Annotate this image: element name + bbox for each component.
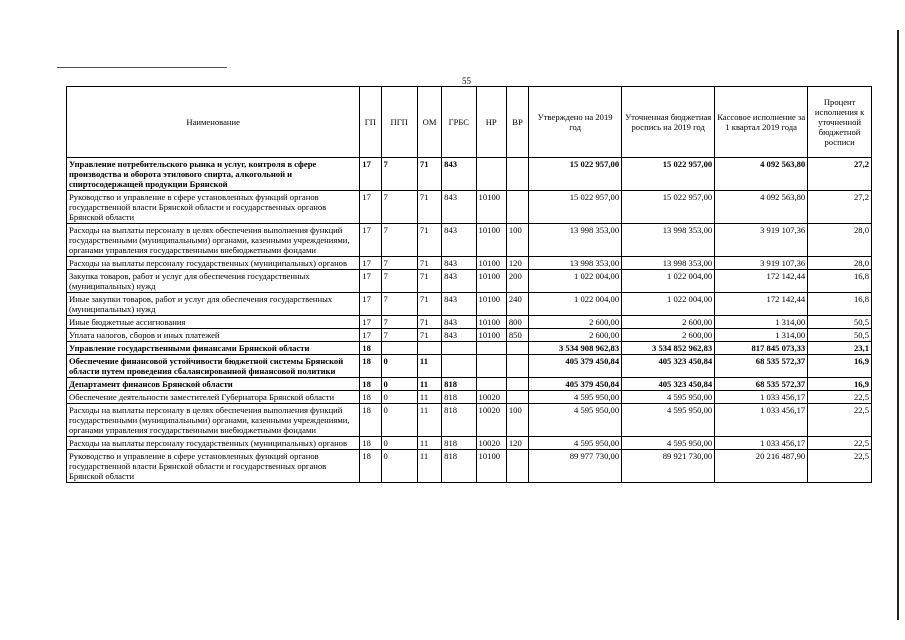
header-approved: Утверждено на 2019 год bbox=[529, 87, 622, 158]
cell-cash: 3 919 107,36 bbox=[715, 224, 808, 257]
cell-cash: 4 092 563,80 bbox=[715, 158, 808, 191]
header-pgp: ПГП bbox=[381, 87, 417, 158]
cell-grbs: 818 bbox=[442, 378, 476, 391]
cell-pgp: 7 bbox=[381, 329, 417, 342]
cell-cash: 1 033 456,17 bbox=[715, 437, 808, 450]
cell-pgp: 0 bbox=[381, 450, 417, 483]
cell-vr bbox=[506, 342, 528, 355]
cell-vr bbox=[506, 391, 528, 404]
cell-nr: 10100 bbox=[476, 293, 506, 316]
cell-name: Расходы на выплаты персоналу государственных (муниципальных) органов bbox=[67, 257, 360, 270]
cell-grbs: 843 bbox=[442, 224, 476, 257]
cell-om: 71 bbox=[417, 293, 441, 316]
cell-pgp: 0 bbox=[381, 437, 417, 450]
cell-nr: 10100 bbox=[476, 257, 506, 270]
cell-percent: 27,2 bbox=[808, 158, 872, 191]
header-gp: ГП bbox=[360, 87, 381, 158]
cell-specified: 405 323 450,84 bbox=[622, 378, 715, 391]
table-row bbox=[67, 158, 872, 191]
cell-name: Обеспечение деятельности заместителей Губернатора Брянской области bbox=[67, 391, 360, 404]
cell-nr bbox=[476, 378, 506, 391]
cell-nr bbox=[476, 355, 506, 378]
cell-specified: 13 998 353,00 bbox=[622, 257, 715, 270]
table-row bbox=[67, 257, 872, 270]
cell-name: Расходы на выплаты персоналу государственных (муниципальных) органов bbox=[67, 437, 360, 450]
table-row bbox=[67, 391, 872, 404]
cell-percent: 50,5 bbox=[808, 329, 872, 342]
cell-name: Руководство и управление в сфере установленных функций органов государственной власти Брянской области и государственных органов Брянской области bbox=[67, 191, 360, 224]
header-om: ОМ bbox=[417, 87, 441, 158]
cell-percent: 22,5 bbox=[808, 404, 872, 437]
cell-pgp: 7 bbox=[381, 158, 417, 191]
cell-cash: 20 216 487,90 bbox=[715, 450, 808, 483]
cell-specified: 1 022 004,00 bbox=[622, 293, 715, 316]
cell-pgp bbox=[381, 342, 417, 355]
cell-om: 11 bbox=[417, 378, 441, 391]
cell-gp: 18 bbox=[360, 391, 381, 404]
cell-nr: 10100 bbox=[476, 450, 506, 483]
cell-cash: 68 535 572,37 bbox=[715, 355, 808, 378]
cell-cash: 817 845 073,33 bbox=[715, 342, 808, 355]
cell-nr: 10100 bbox=[476, 329, 506, 342]
header-grbs: ГРБС bbox=[442, 87, 476, 158]
cell-pgp: 7 bbox=[381, 191, 417, 224]
cell-percent: 23,1 bbox=[808, 342, 872, 355]
cell-name: Иные закупки товаров, работ и услуг для обеспечения государственных (муниципальных) нужд bbox=[67, 293, 360, 316]
cell-cash: 4 092 563,80 bbox=[715, 191, 808, 224]
cell-approved: 2 600,00 bbox=[529, 329, 622, 342]
cell-approved: 4 595 950,00 bbox=[529, 404, 622, 437]
table-row bbox=[67, 316, 872, 329]
cell-name: Управление государственными финансами Брянской области bbox=[67, 342, 360, 355]
cell-vr bbox=[506, 158, 528, 191]
cell-pgp: 7 bbox=[381, 293, 417, 316]
cell-vr bbox=[506, 191, 528, 224]
cell-gp: 17 bbox=[360, 316, 381, 329]
cell-om: 71 bbox=[417, 257, 441, 270]
cell-approved: 15 022 957,00 bbox=[529, 158, 622, 191]
cell-grbs: 843 bbox=[442, 329, 476, 342]
table-row bbox=[67, 191, 872, 224]
cell-approved: 13 998 353,00 bbox=[529, 224, 622, 257]
cell-cash: 3 919 107,36 bbox=[715, 257, 808, 270]
cell-vr: 120 bbox=[506, 257, 528, 270]
header-percent: Процент исполнения к уточненной бюджетной росписи bbox=[808, 87, 872, 158]
cell-name: Департамент финансов Брянской области bbox=[67, 378, 360, 391]
cell-vr: 100 bbox=[506, 404, 528, 437]
cell-gp: 17 bbox=[360, 224, 381, 257]
budget-execution-table bbox=[66, 86, 872, 483]
header-nr: НР bbox=[476, 87, 506, 158]
cell-nr bbox=[476, 342, 506, 355]
cell-vr: 100 bbox=[506, 224, 528, 257]
cell-nr: 10100 bbox=[476, 316, 506, 329]
cell-specified: 13 998 353,00 bbox=[622, 224, 715, 257]
cell-approved: 405 379 450,84 bbox=[529, 355, 622, 378]
cell-grbs: 843 bbox=[442, 191, 476, 224]
cell-grbs: 843 bbox=[442, 158, 476, 191]
cell-name: Закупка товаров, работ и услуг для обеспечения государственных (муниципальных) нужд bbox=[67, 270, 360, 293]
table-row bbox=[67, 329, 872, 342]
cell-name: Расходы на выплаты персоналу в целях обеспечения выполнения функций государственными (муниципальными) органами, казенными учреждениями, органами управления государственными внебюджетными фондами bbox=[67, 224, 360, 257]
top-rule bbox=[57, 67, 227, 68]
table-row bbox=[67, 355, 872, 378]
cell-name: Иные бюджетные ассигнования bbox=[67, 316, 360, 329]
cell-specified: 2 600,00 bbox=[622, 329, 715, 342]
table-row bbox=[67, 404, 872, 437]
cell-nr bbox=[476, 158, 506, 191]
cell-vr bbox=[506, 378, 528, 391]
cell-vr bbox=[506, 355, 528, 378]
cell-grbs: 818 bbox=[442, 391, 476, 404]
cell-vr: 240 bbox=[506, 293, 528, 316]
page-edge-line bbox=[897, 30, 899, 620]
cell-grbs: 818 bbox=[442, 437, 476, 450]
cell-gp: 17 bbox=[360, 270, 381, 293]
cell-om: 71 bbox=[417, 224, 441, 257]
cell-specified: 4 595 950,00 bbox=[622, 404, 715, 437]
table-row bbox=[67, 270, 872, 293]
cell-om: 11 bbox=[417, 391, 441, 404]
cell-pgp: 7 bbox=[381, 270, 417, 293]
cell-approved: 1 022 004,00 bbox=[529, 293, 622, 316]
cell-cash: 1 314,00 bbox=[715, 316, 808, 329]
cell-cash: 1 033 456,17 bbox=[715, 404, 808, 437]
cell-nr: 10020 bbox=[476, 437, 506, 450]
cell-gp: 18 bbox=[360, 450, 381, 483]
cell-percent: 16,9 bbox=[808, 355, 872, 378]
cell-specified: 89 921 730,00 bbox=[622, 450, 715, 483]
cell-om bbox=[417, 342, 441, 355]
cell-vr: 120 bbox=[506, 437, 528, 450]
cell-om: 11 bbox=[417, 355, 441, 378]
cell-nr: 10100 bbox=[476, 191, 506, 224]
cell-specified: 4 595 950,00 bbox=[622, 391, 715, 404]
cell-nr: 10020 bbox=[476, 404, 506, 437]
cell-nr: 10100 bbox=[476, 270, 506, 293]
cell-cash: 172 142,44 bbox=[715, 293, 808, 316]
table-row bbox=[67, 342, 872, 355]
cell-nr: 10020 bbox=[476, 391, 506, 404]
cell-specified: 4 595 950,00 bbox=[622, 437, 715, 450]
cell-approved: 2 600,00 bbox=[529, 316, 622, 329]
page-number: 55 bbox=[462, 76, 471, 86]
cell-name: Обеспечение финансовой устойчивости бюджетной системы Брянской области путем проведения сбалансированной финансовой политики bbox=[67, 355, 360, 378]
cell-om: 71 bbox=[417, 329, 441, 342]
cell-name: Руководство и управление в сфере установленных функций органов государственной власти Брянской области и государственных органов Брянской области bbox=[67, 450, 360, 483]
cell-gp: 18 bbox=[360, 404, 381, 437]
cell-grbs: 818 bbox=[442, 450, 476, 483]
cell-cash: 68 535 572,37 bbox=[715, 378, 808, 391]
cell-percent: 28,0 bbox=[808, 224, 872, 257]
cell-pgp: 0 bbox=[381, 355, 417, 378]
cell-grbs bbox=[442, 342, 476, 355]
cell-approved: 4 595 950,00 bbox=[529, 391, 622, 404]
cell-cash: 172 142,44 bbox=[715, 270, 808, 293]
cell-approved: 89 977 730,00 bbox=[529, 450, 622, 483]
table-row bbox=[67, 293, 872, 316]
cell-gp: 17 bbox=[360, 257, 381, 270]
cell-gp: 18 bbox=[360, 437, 381, 450]
table-row bbox=[67, 437, 872, 450]
cell-gp: 17 bbox=[360, 158, 381, 191]
cell-grbs: 818 bbox=[442, 404, 476, 437]
cell-specified: 1 022 004,00 bbox=[622, 270, 715, 293]
cell-om: 71 bbox=[417, 191, 441, 224]
cell-pgp: 7 bbox=[381, 257, 417, 270]
cell-vr: 850 bbox=[506, 329, 528, 342]
cell-name: Расходы на выплаты персоналу в целях обеспечения выполнения функций государственными (муниципальными) органами, казенными учреждениями, органами управления государственными внебюджетными фондами bbox=[67, 404, 360, 437]
header-name: Наименование bbox=[67, 87, 360, 158]
cell-specified: 2 600,00 bbox=[622, 316, 715, 329]
cell-pgp: 0 bbox=[381, 404, 417, 437]
cell-gp: 17 bbox=[360, 329, 381, 342]
cell-name: Уплата налогов, сборов и иных платежей bbox=[67, 329, 360, 342]
cell-grbs: 843 bbox=[442, 257, 476, 270]
cell-approved: 15 022 957,00 bbox=[529, 191, 622, 224]
table-header-row bbox=[67, 87, 872, 158]
cell-specified: 15 022 957,00 bbox=[622, 158, 715, 191]
header-cash: Кассовое исполнение за 1 квартал 2019 года bbox=[715, 87, 808, 158]
cell-percent: 16,8 bbox=[808, 293, 872, 316]
cell-vr bbox=[506, 450, 528, 483]
cell-percent: 22,5 bbox=[808, 437, 872, 450]
cell-percent: 16,8 bbox=[808, 270, 872, 293]
table-body bbox=[67, 158, 872, 483]
cell-percent: 27,2 bbox=[808, 191, 872, 224]
cell-om: 71 bbox=[417, 316, 441, 329]
cell-vr: 200 bbox=[506, 270, 528, 293]
header-specified: Уточненная бюджетная роспись на 2019 год bbox=[622, 87, 715, 158]
header-vr: ВР bbox=[506, 87, 528, 158]
cell-percent: 22,5 bbox=[808, 391, 872, 404]
cell-cash: 1 314,00 bbox=[715, 329, 808, 342]
cell-approved: 1 022 004,00 bbox=[529, 270, 622, 293]
cell-nr: 10100 bbox=[476, 224, 506, 257]
cell-om: 11 bbox=[417, 437, 441, 450]
cell-percent: 28,0 bbox=[808, 257, 872, 270]
cell-percent: 22,5 bbox=[808, 450, 872, 483]
cell-pgp: 7 bbox=[381, 224, 417, 257]
cell-approved: 13 998 353,00 bbox=[529, 257, 622, 270]
cell-percent: 50,5 bbox=[808, 316, 872, 329]
cell-approved: 4 595 950,00 bbox=[529, 437, 622, 450]
cell-approved: 405 379 450,84 bbox=[529, 378, 622, 391]
cell-om: 71 bbox=[417, 158, 441, 191]
table-row bbox=[67, 378, 872, 391]
cell-om: 71 bbox=[417, 270, 441, 293]
cell-grbs: 843 bbox=[442, 293, 476, 316]
cell-pgp: 0 bbox=[381, 391, 417, 404]
cell-om: 11 bbox=[417, 450, 441, 483]
cell-grbs bbox=[442, 355, 476, 378]
cell-cash: 1 033 456,17 bbox=[715, 391, 808, 404]
cell-pgp: 7 bbox=[381, 316, 417, 329]
cell-gp: 18 bbox=[360, 342, 381, 355]
cell-grbs: 843 bbox=[442, 316, 476, 329]
cell-specified: 15 022 957,00 bbox=[622, 191, 715, 224]
table-row bbox=[67, 450, 872, 483]
cell-percent: 16,9 bbox=[808, 378, 872, 391]
cell-vr: 800 bbox=[506, 316, 528, 329]
cell-specified: 3 534 852 962,83 bbox=[622, 342, 715, 355]
cell-pgp: 0 bbox=[381, 378, 417, 391]
cell-grbs: 843 bbox=[442, 270, 476, 293]
cell-gp: 17 bbox=[360, 191, 381, 224]
cell-om: 11 bbox=[417, 404, 441, 437]
cell-specified: 405 323 450,84 bbox=[622, 355, 715, 378]
cell-approved: 3 534 908 962,83 bbox=[529, 342, 622, 355]
cell-name: Управление потребительского рынка и услуг, контроля в сфере производства и оборота этилового спирта, алкогольной и спиртосодержащей продукции Брянской bbox=[67, 158, 360, 191]
cell-gp: 18 bbox=[360, 355, 381, 378]
cell-gp: 18 bbox=[360, 378, 381, 391]
cell-gp: 17 bbox=[360, 293, 381, 316]
table-row bbox=[67, 224, 872, 257]
